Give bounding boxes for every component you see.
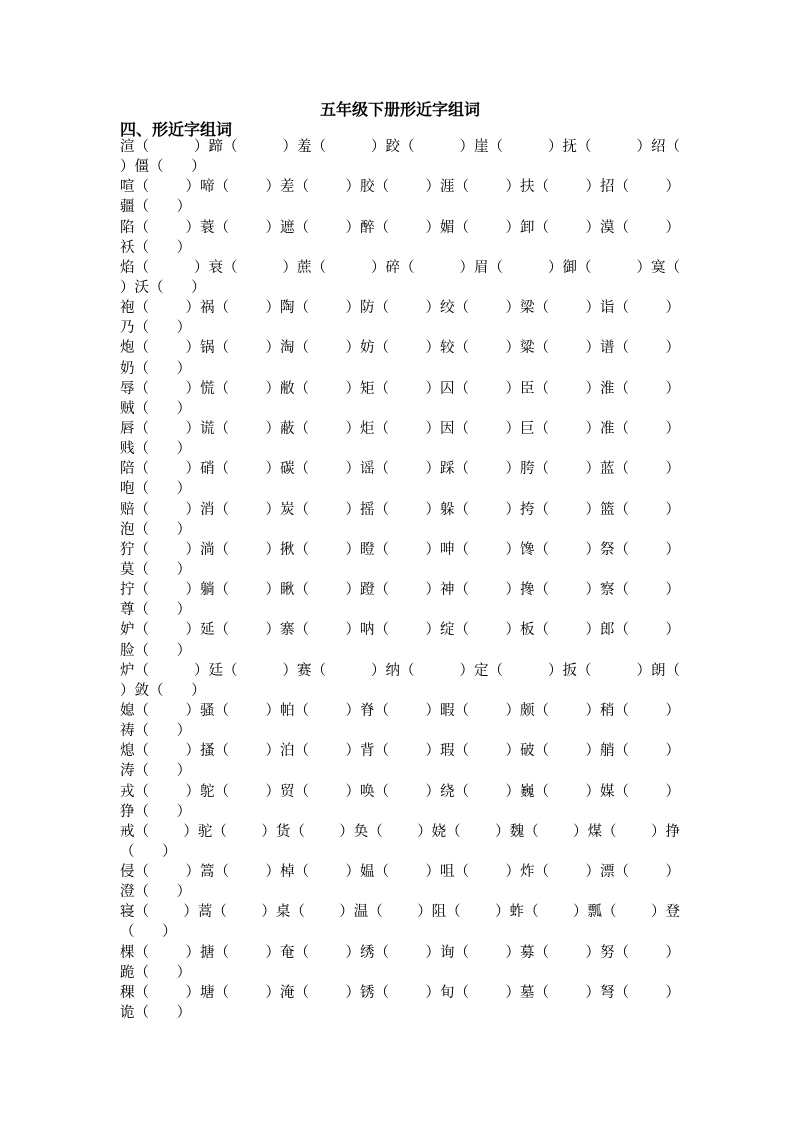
word-blank: ） <box>665 420 680 437</box>
word-blank: ）颇（ <box>505 702 549 719</box>
word-blank: ）挎（ <box>505 501 549 518</box>
word-blank: 焰（ <box>120 259 149 276</box>
word-blank: ） <box>665 219 680 236</box>
word-blank: ） <box>665 944 680 961</box>
word-blank: ）巨（ <box>505 420 549 437</box>
exercise-line <box>120 197 680 217</box>
word-blank: ）搀（ <box>505 582 549 599</box>
word-blank: ）扳（ <box>548 662 592 679</box>
word-blank: ）慌（ <box>185 380 229 397</box>
word-blank: 祷（ <box>120 723 177 740</box>
word-blank: ）板（ <box>505 622 549 639</box>
word-blank: ）陶（ <box>265 300 309 317</box>
word-blank: ）鸵（ <box>185 783 229 800</box>
word-blank: ）漂（ <box>585 864 629 881</box>
word-blank: ）煤（ <box>573 823 617 840</box>
exercise-line <box>120 177 680 197</box>
exercise-line <box>120 137 680 157</box>
exercise-line <box>120 983 680 1003</box>
exercise-line <box>120 500 680 520</box>
exercise-body <box>120 137 680 1023</box>
word-blank: ）墓（ <box>505 984 549 1001</box>
word-blank: ）囚（ <box>425 380 469 397</box>
word-blank: ）蹄（ <box>194 139 238 155</box>
word-blank: ）漠（ <box>585 219 629 236</box>
word-blank: ）谣（ <box>345 461 389 478</box>
word-blank: 炮（ <box>120 340 149 357</box>
word-blank: ）艄（ <box>585 743 629 760</box>
word-blank: ）祭（ <box>585 541 629 558</box>
word-blank: ）寞（ <box>636 259 680 276</box>
word-blank: ）朗（ <box>636 662 680 679</box>
exercise-line <box>120 922 680 942</box>
exercise-line <box>120 741 680 761</box>
word-blank: ）奂（ <box>339 823 383 840</box>
word-blank: 疆（ <box>120 199 177 216</box>
word-blank: ）搪（ <box>185 944 229 961</box>
exercise-line <box>120 943 680 963</box>
exercise-line <box>120 379 680 399</box>
word-blank: ）蔽（ <box>265 420 309 437</box>
word-blank: ）差（ <box>265 179 309 196</box>
word-blank: ）馋（ <box>505 541 549 558</box>
word-blank: ）较（ <box>425 340 469 357</box>
exercise-line <box>120 822 680 842</box>
word-blank: ）妨（ <box>345 340 389 357</box>
word-blank: ）延（ <box>185 622 229 639</box>
word-blank: ） <box>176 642 192 659</box>
word-blank: ）篮（ <box>585 501 629 518</box>
exercise-line <box>120 862 680 882</box>
word-blank: ） <box>665 461 680 478</box>
word-blank: ）纳（ <box>371 662 415 679</box>
word-blank: ） <box>176 763 192 780</box>
word-blank: ）硝（ <box>185 461 229 478</box>
word-blank: ）绕（ <box>425 783 469 800</box>
word-blank: ）蔗（ <box>282 259 326 276</box>
word-blank: ）瞪（ <box>345 541 389 558</box>
word-blank: ） <box>176 199 192 216</box>
word-blank: ） <box>176 723 192 740</box>
exercise-line <box>120 882 680 902</box>
word-blank: ）帕（ <box>265 702 309 719</box>
word-blank: ）谱（ <box>585 340 629 357</box>
word-blank: ）篙（ <box>185 864 229 881</box>
word-blank: ） <box>665 864 680 881</box>
word-blank: 戒（ <box>120 823 149 840</box>
word-blank: ）赛（ <box>282 662 326 679</box>
word-blank: ）谎（ <box>185 420 229 437</box>
word-blank: ）蒿（ <box>183 904 227 921</box>
word-blank: 辱（ <box>120 380 149 397</box>
word-blank: ） <box>176 360 192 377</box>
word-blank: ）臣（ <box>505 380 549 397</box>
word-blank: ）踩（ <box>425 461 469 478</box>
word-blank: ）摇（ <box>345 501 389 518</box>
word-blank: ）锈（ <box>345 984 389 1001</box>
word-blank: 棵（ <box>120 944 149 961</box>
word-blank: ） <box>176 1005 192 1022</box>
exercise-line <box>120 721 680 741</box>
word-blank: ）崖（ <box>459 139 503 155</box>
word-blank: 渲（ <box>120 139 149 155</box>
word-blank: ）瓢（ <box>573 904 617 921</box>
exercise-line <box>120 902 680 922</box>
word-blank: ）啼（ <box>185 179 229 196</box>
word-blank: ）廷（ <box>194 662 238 679</box>
exercise-line <box>120 218 680 238</box>
word-blank: 泡（ <box>120 521 177 538</box>
exercise-line <box>120 580 680 600</box>
word-blank: ） <box>665 984 680 1001</box>
word-blank: ）寨（ <box>265 622 309 639</box>
word-blank: ） <box>665 300 680 317</box>
word-blank: ）骚（ <box>185 702 229 719</box>
word-blank: 戎（ <box>120 783 149 800</box>
word-blank: ） <box>176 602 192 619</box>
word-blank: ）胶（ <box>345 179 389 196</box>
word-blank: ）脊（ <box>345 702 389 719</box>
word-blank: ）沃（ <box>120 279 192 296</box>
word-blank: ） <box>665 179 680 196</box>
word-blank: ）棹（ <box>265 864 309 881</box>
word-blank: ）媪（ <box>345 864 389 881</box>
word-blank: （ <box>120 843 163 860</box>
word-blank: ）消（ <box>185 501 229 518</box>
word-blank: 贱（ <box>120 441 177 458</box>
exercise-line <box>120 802 680 822</box>
word-blank: ）温（ <box>339 904 383 921</box>
word-blank: ）定（ <box>459 662 503 679</box>
word-blank: 澄（ <box>120 884 177 901</box>
word-blank: 赔（ <box>120 501 149 518</box>
word-blank: 尊（ <box>120 602 177 619</box>
word-blank: ）奄（ <box>265 944 309 961</box>
exercise-line <box>120 298 680 318</box>
exercise-line <box>120 238 680 258</box>
word-blank: ） <box>665 582 680 599</box>
word-blank: 陷（ <box>120 219 149 236</box>
word-blank: ）炸（ <box>505 864 549 881</box>
word-blank: 唇（ <box>120 420 149 437</box>
exercise-line <box>120 439 680 459</box>
word-blank: ）敝（ <box>265 380 309 397</box>
word-blank: 狰（ <box>120 803 177 820</box>
word-blank: ）弩（ <box>585 984 629 1001</box>
exercise-line <box>120 842 680 862</box>
word-blank: ） <box>176 521 192 538</box>
word-blank: ）稍（ <box>585 702 629 719</box>
word-blank: 乃（ <box>120 320 177 337</box>
word-blank: 侵（ <box>120 864 149 881</box>
word-blank: ） <box>191 279 206 296</box>
word-blank: 拧（ <box>120 582 149 599</box>
exercise-line <box>120 157 680 177</box>
exercise-line <box>120 479 680 499</box>
word-blank: ） <box>176 964 192 981</box>
word-blank: ）货（ <box>261 823 305 840</box>
word-blank: ）淮（ <box>585 380 629 397</box>
word-blank: ）询（ <box>425 944 469 961</box>
exercise-line <box>120 459 680 479</box>
word-blank: ）碎（ <box>371 259 415 276</box>
word-blank: 熄（ <box>120 743 149 760</box>
word-blank: ）瞅（ <box>265 582 309 599</box>
word-blank: ）淹（ <box>265 984 309 1001</box>
word-blank: 诡（ <box>120 1005 177 1022</box>
exercise-line <box>120 782 680 802</box>
exercise-line <box>120 600 680 620</box>
word-blank: ）躺（ <box>185 582 229 599</box>
word-blank: ）敛（ <box>120 682 192 699</box>
word-blank: ）招（ <box>585 179 629 196</box>
word-blank: ）扶（ <box>505 179 549 196</box>
exercise-line <box>120 258 680 278</box>
word-blank: ）咀（ <box>425 864 469 881</box>
exercise-line <box>120 318 680 338</box>
word-blank: ） <box>665 380 680 397</box>
word-blank: 妒（ <box>120 622 149 639</box>
word-blank: ）矩（ <box>345 380 389 397</box>
exercise-line <box>120 359 680 379</box>
section-heading: 四、形近字组词 <box>120 120 233 139</box>
word-blank: ）破（ <box>505 743 549 760</box>
word-blank: ）淌（ <box>185 541 229 558</box>
word-blank: ）瑕（ <box>425 743 469 760</box>
word-blank: 稞（ <box>120 984 149 1001</box>
exercise-line <box>120 963 680 983</box>
word-blank: ）涯（ <box>425 179 469 196</box>
word-blank: ）因（ <box>425 420 469 437</box>
word-blank: 涛（ <box>120 763 177 780</box>
word-blank: ）绣（ <box>345 944 389 961</box>
word-blank: ） <box>176 441 192 458</box>
word-blank: ）神（ <box>425 582 469 599</box>
word-blank: ）蚱（ <box>495 904 539 921</box>
word-blank: （ <box>120 924 163 941</box>
word-blank: 咆（ <box>120 481 177 498</box>
word-blank: 贼（ <box>120 400 177 417</box>
exercise-line <box>120 761 680 781</box>
word-blank: ）准（ <box>585 420 629 437</box>
word-blank: ）抚（ <box>548 139 592 155</box>
word-blank: ）蓝（ <box>585 461 629 478</box>
word-blank: 脸（ <box>120 642 177 659</box>
word-blank: 奶（ <box>120 360 177 377</box>
word-blank: ）蹬（ <box>345 582 389 599</box>
exercise-line <box>120 520 680 540</box>
word-blank: ）募（ <box>505 944 549 961</box>
word-blank: ）呐（ <box>345 622 389 639</box>
word-blank: ）魏（ <box>495 823 539 840</box>
word-blank: ） <box>665 783 680 800</box>
exercise-line <box>120 338 680 358</box>
exercise-line <box>120 560 680 580</box>
word-blank: 袄（ <box>120 239 177 256</box>
word-blank: ）唤（ <box>345 783 389 800</box>
word-blank: 喧（ <box>120 179 149 196</box>
exercise-line <box>120 641 680 661</box>
word-blank: ）搔（ <box>185 743 229 760</box>
word-blank: ）背（ <box>345 743 389 760</box>
word-blank: ） <box>191 682 206 699</box>
word-blank: ）僵（ <box>120 159 192 176</box>
word-blank: ）淘（ <box>265 340 309 357</box>
word-blank: ）察（ <box>585 582 629 599</box>
word-blank: ）呻（ <box>425 541 469 558</box>
word-blank: ） <box>176 884 192 901</box>
word-blank: ）贸（ <box>265 783 309 800</box>
word-blank: ） <box>176 239 192 256</box>
word-blank: ）绽（ <box>425 622 469 639</box>
word-blank: 寝（ <box>120 904 149 921</box>
word-blank: ） <box>176 400 192 417</box>
word-blank: ） <box>665 501 680 518</box>
word-blank: ）衰（ <box>194 259 238 276</box>
word-blank: 狞（ <box>120 541 149 558</box>
word-blank: ）暇（ <box>425 702 469 719</box>
word-blank: ） <box>176 481 192 498</box>
word-blank: ）努（ <box>585 944 629 961</box>
word-blank: ） <box>176 803 192 820</box>
word-blank: ） <box>665 743 680 760</box>
exercise-line <box>120 278 680 298</box>
word-blank: ）跤（ <box>371 139 415 155</box>
word-blank: ）揪（ <box>265 541 309 558</box>
word-blank: 陪（ <box>120 461 149 478</box>
exercise-line <box>120 1003 680 1023</box>
word-blank: ） <box>191 159 206 176</box>
word-blank: ） <box>162 843 177 860</box>
word-blank: ）胯（ <box>505 461 549 478</box>
word-blank: ）炭（ <box>265 501 309 518</box>
word-blank: ）媚（ <box>425 219 469 236</box>
word-blank: 莫（ <box>120 561 177 578</box>
word-blank: ）桌（ <box>261 904 305 921</box>
word-blank: ）媒（ <box>585 783 629 800</box>
word-blank: ）羞（ <box>282 139 326 155</box>
word-blank: ）眉（ <box>459 259 503 276</box>
word-blank: ）炬（ <box>345 420 389 437</box>
word-blank: ）驼（ <box>183 823 227 840</box>
word-blank: ）旬（ <box>425 984 469 1001</box>
word-blank: ）诣（ <box>585 300 629 317</box>
word-blank: ） <box>665 622 680 639</box>
word-blank: 袍（ <box>120 300 149 317</box>
exercise-line <box>120 620 680 640</box>
word-blank: ）锅（ <box>185 340 229 357</box>
word-blank: ）御（ <box>548 259 592 276</box>
word-blank: ）防（ <box>345 300 389 317</box>
word-blank: ） <box>665 541 680 558</box>
word-blank: ）娆（ <box>417 823 461 840</box>
word-blank: ）梁（ <box>505 300 549 317</box>
exercise-line <box>120 681 680 701</box>
word-blank: ）卸（ <box>505 219 549 236</box>
word-blank: ）绍（ <box>636 139 680 155</box>
word-blank: ） <box>162 924 177 941</box>
word-blank: ）醉（ <box>345 219 389 236</box>
page-title: 五年级下册形近字组词 <box>319 100 480 119</box>
word-blank: ）遮（ <box>265 219 309 236</box>
exercise-line <box>120 399 680 419</box>
word-blank: 跪（ <box>120 964 177 981</box>
word-blank: ）阻（ <box>417 904 461 921</box>
word-blank: ）碳（ <box>265 461 309 478</box>
word-blank: ） <box>665 702 680 719</box>
exercise-line <box>120 540 680 560</box>
word-blank: ）躲（ <box>425 501 469 518</box>
word-blank: ）泊（ <box>265 743 309 760</box>
word-blank: ） <box>176 320 192 337</box>
word-blank: ）登 <box>650 904 680 921</box>
word-blank: 媳（ <box>120 702 149 719</box>
exercise-line <box>120 701 680 721</box>
exercise-line <box>120 661 680 681</box>
word-blank: ） <box>665 340 680 357</box>
word-blank: ）祸（ <box>185 300 229 317</box>
word-blank: ）挣 <box>650 823 680 840</box>
word-blank: ）绞（ <box>425 300 469 317</box>
word-blank: 炉（ <box>120 662 149 679</box>
word-blank: ）巍（ <box>505 783 549 800</box>
word-blank: ） <box>176 561 192 578</box>
word-blank: ）郎（ <box>585 622 629 639</box>
word-blank: ）塘（ <box>185 984 229 1001</box>
word-blank: ）蓑（ <box>185 219 229 236</box>
exercise-line <box>120 419 680 439</box>
word-blank: ）粱（ <box>505 340 549 357</box>
